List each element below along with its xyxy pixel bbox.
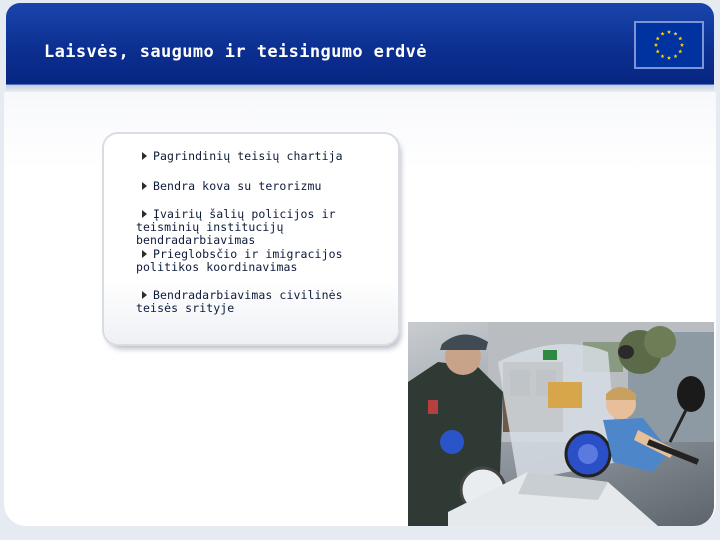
header-divider xyxy=(6,85,714,92)
triangle-bullet-icon xyxy=(142,182,147,190)
list-item-text: Prieglobsčio ir imigracijos politikos koordinavimas xyxy=(136,247,343,274)
eu-flag-icon xyxy=(634,21,704,69)
flag-star-icon xyxy=(656,49,660,53)
flag-star-icon xyxy=(673,32,677,36)
police-motorcycle-photo xyxy=(408,322,714,526)
flag-star-icon xyxy=(678,49,682,53)
flag-star-icon xyxy=(667,30,671,34)
list-item-text: Bendradarbiavimas civilinės teisės srityje xyxy=(136,288,343,315)
list-item xyxy=(136,180,390,193)
slide-title: Laisvės, saugumo ir teisingumo erdvė xyxy=(44,42,427,62)
flag-star-icon xyxy=(654,43,658,47)
list-item xyxy=(136,208,390,247)
list-item xyxy=(136,289,390,315)
flag-star-icon xyxy=(667,56,671,60)
list-item xyxy=(136,150,390,163)
list-item-text: Bendra kova su terorizmu xyxy=(153,179,322,193)
bullet-list-box xyxy=(104,134,398,344)
triangle-bullet-icon xyxy=(142,291,147,299)
flag-star-icon xyxy=(673,54,677,58)
flag-star-icon xyxy=(660,54,664,58)
triangle-bullet-icon xyxy=(142,250,147,258)
list-item-text: Įvairių šalių policijos ir teisminių institucijų bendradarbiavimas xyxy=(136,207,336,247)
flag-star-icon xyxy=(660,32,664,36)
flag-star-icon xyxy=(656,36,660,40)
triangle-bullet-icon xyxy=(142,210,147,218)
flag-star-icon xyxy=(678,36,682,40)
triangle-bullet-icon xyxy=(142,152,147,160)
list-item-text: Pagrindinių teisių chartija xyxy=(153,149,343,163)
list-item xyxy=(136,248,390,274)
flag-star-icon xyxy=(680,43,684,47)
